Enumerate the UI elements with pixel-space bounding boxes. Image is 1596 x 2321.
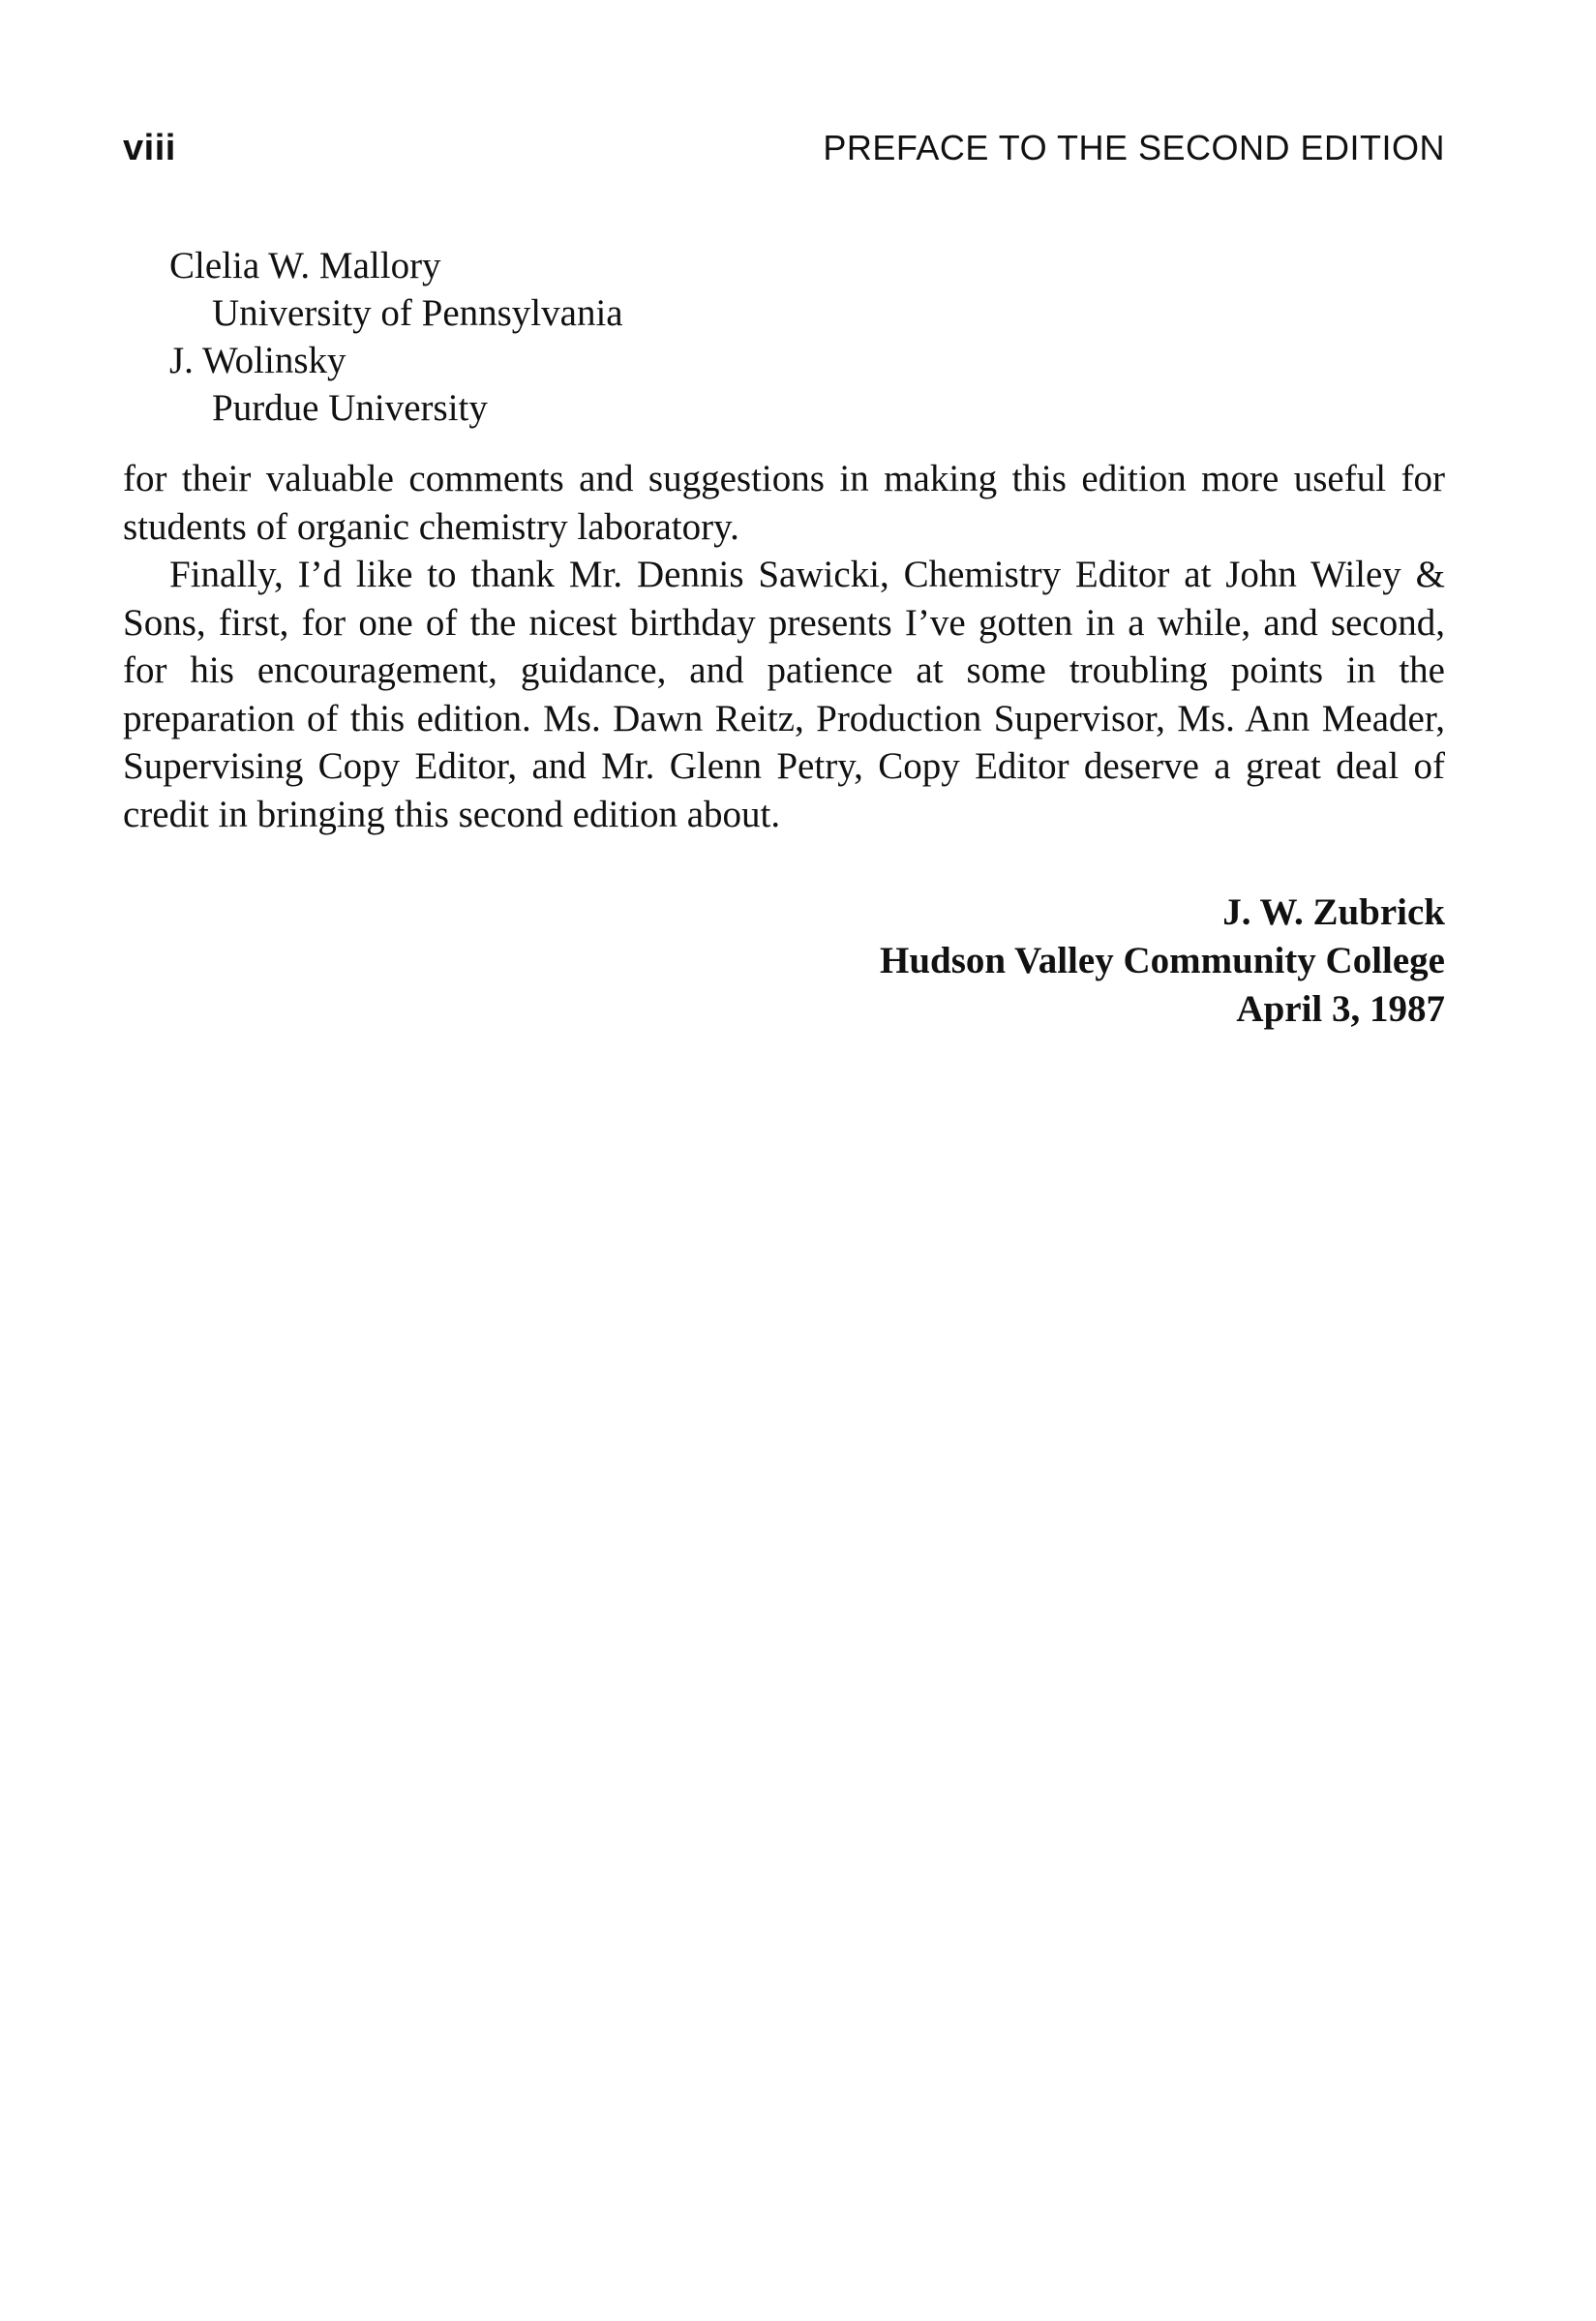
signature-date: April 3, 1987 bbox=[1236, 988, 1445, 1030]
reviewer-affiliation: Purdue University bbox=[212, 387, 488, 429]
reviewer-list bbox=[169, 242, 623, 432]
running-head: PREFACE TO THE SECOND EDITION bbox=[823, 128, 1445, 167]
signature-block bbox=[880, 889, 1445, 1034]
paragraph-thanks: Finally, I’d like to thank Mr. Dennis Sawicki, Chemistry Editor at John Wiley & Sons, first, for one of the nicest birthday presents I’ve gotten in a while, and second, for his encouragement, guidance, and patience at some troubling points in the preparation of this edition. Ms. Dawn Reitz, Production Supervisor, Ms. Ann Meader, Supervising Copy Editor, and Mr. Glenn Petry, Copy Editor deserve a great deal of credit in bringing this second edition about. bbox=[123, 554, 1445, 835]
paragraph-acknowledgement-continued: for their valuable comments and suggestions in making this edition more useful for students of organic chemistry laboratory. bbox=[123, 458, 1445, 548]
page-number: viii bbox=[123, 128, 176, 168]
signature-author: J. W. Zubrick bbox=[1222, 891, 1445, 933]
page-header bbox=[123, 128, 1445, 176]
reviewer-name: Clelia W. Mallory bbox=[169, 245, 441, 286]
reviewer-affiliation: University of Pennsylvania bbox=[212, 292, 623, 334]
signature-institution: Hudson Valley Community College bbox=[880, 940, 1445, 981]
body-text bbox=[123, 455, 1445, 838]
reviewer-name: J. Wolinsky bbox=[169, 340, 346, 381]
